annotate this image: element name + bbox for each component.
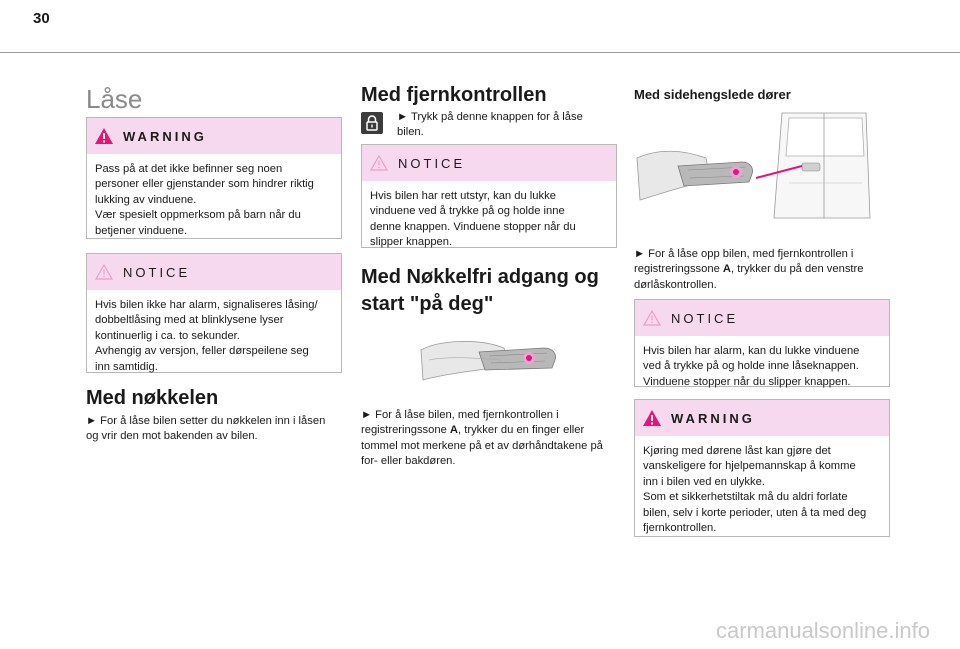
- notice-label: NOTICE: [398, 155, 466, 171]
- text-line: ► For å låse opp bilen, med fjernkontrollen i: [634, 248, 854, 260]
- rear-door-illustration: [634, 108, 874, 220]
- door-handle-illustration: [419, 330, 561, 392]
- text-line: ► For å låse bilen setter du nøkkelen inn i låsen: [86, 415, 326, 427]
- lock-button-icon: [361, 112, 383, 134]
- page-number: 30: [33, 10, 50, 27]
- text-line: bilen.: [397, 126, 424, 139]
- warning-label: WARNING: [123, 128, 207, 144]
- notice-triangle-icon: [95, 264, 113, 280]
- text-line: tommel mot merkene på et av dørhåndtakene på: [361, 439, 603, 452]
- keyless-instructions: [361, 408, 631, 470]
- key-instructions: [86, 414, 356, 445]
- text-span: registreringssone: [634, 263, 723, 276]
- warning-text: [87, 154, 341, 247]
- notice-header: [87, 254, 341, 290]
- text-line: vinduene ved å trykke på og holde inne: [370, 205, 565, 218]
- text-line: slipper knappen.: [370, 236, 453, 249]
- text-line: ved å trykke på og holde inne låseknappen.: [643, 360, 859, 373]
- warning-header: [635, 400, 889, 436]
- notice-label: NOTICE: [671, 310, 739, 326]
- warning-box-1: [86, 117, 342, 239]
- text-line: Hvis bilen har rett utstyr, kan du lukke: [370, 190, 556, 202]
- text-span: , trykker du på den venstre: [731, 263, 864, 276]
- notice-triangle-icon: [643, 310, 661, 326]
- text-line: Vinduene stopper når du slipper knappen.: [643, 375, 851, 388]
- text-line: ► Trykk på denne knappen for å låse: [397, 111, 583, 123]
- warning-text: [635, 436, 889, 544]
- warning-box-2: [634, 399, 890, 537]
- text-line: og vrir den mot bakenden av bilen.: [86, 430, 258, 443]
- text-line: inn i bilen ved en ulykke.: [643, 475, 765, 488]
- zone-label: A: [722, 263, 732, 276]
- side-door-instructions: [634, 247, 904, 293]
- text-line: Avhengig av versjon, feller dørspeilene seg: [95, 345, 309, 358]
- notice-box-2: [361, 144, 617, 248]
- text-line: Pass på at det ikke befinner seg noen: [95, 163, 283, 175]
- text-line: personer eller gjenstander som hindrer riktig: [95, 178, 314, 191]
- text-line: bilen, selv i korte perioder, uten å ta med deg: [643, 506, 867, 519]
- warning-triangle-icon: [643, 410, 661, 426]
- text-line: Kjøring med dørene låst kan gjøre det: [643, 445, 831, 457]
- text-line: Som et sikkerhetstiltak må du aldri forlate: [643, 491, 848, 504]
- notice-label: NOTICE: [123, 264, 191, 280]
- heading-keyless-line1: Med Nøkkelfri adgang og: [361, 266, 599, 288]
- watermark: carmanualsonline.info: [715, 618, 930, 643]
- warning-triangle-icon: [95, 128, 113, 144]
- text-line: fjernkontrollen.: [643, 522, 717, 535]
- notice-text: [635, 336, 889, 398]
- text-line: dobbeltlåsing med at blinklysene lyser: [95, 314, 284, 327]
- text-span: , trykker du en finger eller: [458, 424, 585, 437]
- text-line: Vær spesielt oppmerksom på barn når du: [95, 209, 301, 222]
- notice-triangle-icon: [370, 155, 388, 171]
- notice-box-1: [86, 253, 342, 373]
- text-line: inn samtidig.: [95, 360, 158, 373]
- notice-text: [362, 181, 616, 259]
- notice-header: [362, 145, 616, 181]
- heading-keyless-line2: start "på deg": [361, 293, 494, 315]
- text-line: lukking av vinduene.: [95, 193, 197, 206]
- notice-text: [87, 290, 341, 383]
- text-line: vanskeligere for hjelpemannskap å komme: [643, 460, 856, 473]
- warning-label: WARNING: [671, 410, 755, 426]
- text-line: denne knappen. Vinduene stopper når du: [370, 220, 576, 233]
- heading-remote-control: Med fjernkontrollen: [361, 84, 547, 106]
- warning-header: [87, 118, 341, 154]
- text-line: [634, 262, 904, 277]
- heading-with-key: Med nøkkelen: [86, 387, 219, 409]
- heading-side-hinged-doors: Med sidehengslede dører: [634, 87, 791, 102]
- header-rule: [0, 52, 960, 53]
- section-title-lock: Låse: [86, 84, 143, 114]
- text-span: registreringssone: [361, 424, 450, 437]
- zone-label: A: [449, 424, 459, 437]
- text-line: for- eller bakdøren.: [361, 455, 456, 468]
- remote-instructions: [397, 110, 627, 141]
- text-line: kontinuerlig i ca. to sekunder.: [95, 329, 240, 342]
- notice-box-3: [634, 299, 890, 387]
- text-line: dørlåskontrollen.: [634, 278, 717, 291]
- notice-header: [635, 300, 889, 336]
- text-line: Hvis bilen ikke har alarm, signaliseres låsing/: [95, 299, 318, 311]
- text-line: betjener vinduene.: [95, 224, 188, 237]
- text-line: ► For å låse bilen, med fjernkontrollen i: [361, 409, 559, 421]
- text-line: [361, 423, 631, 438]
- text-line: Hvis bilen har alarm, kan du lukke vinduene: [643, 345, 860, 357]
